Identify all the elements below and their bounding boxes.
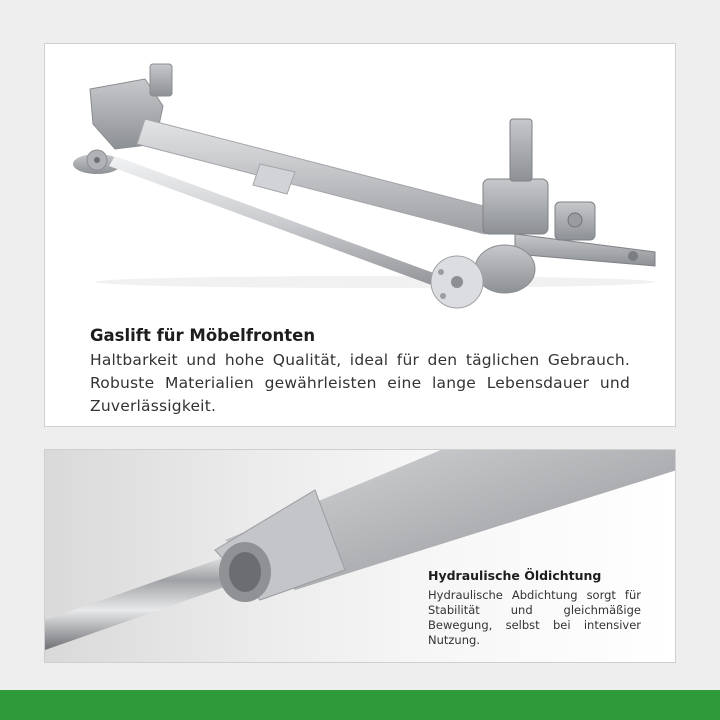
gas-lift-strut-image [45, 44, 676, 314]
callout-title: Hydraulische Öldichtung [428, 568, 602, 583]
product-panel-bottom [44, 449, 676, 663]
product-panel-top [44, 43, 676, 427]
panel-description: Haltbarkeit und hohe Qualität, ideal für den täglichen Gebrauch. Robuste Materialien gewährleisten eine lange Lebensdauer und Zuverlässigkeit. [90, 351, 630, 415]
panel-title: Gaslift für Möbelfronten [90, 326, 316, 345]
accent-bar [0, 690, 720, 720]
callout-description: Hydraulische Abdichtung sorgt für Stabilität und gleichmäßige Bewegung, selbst bei intensiver Nutzung. [428, 588, 641, 647]
